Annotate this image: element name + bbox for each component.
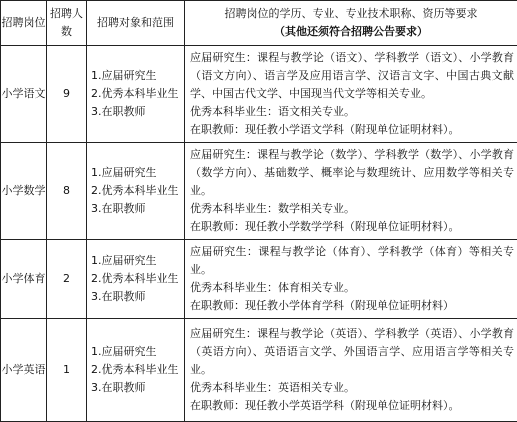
header-row	[1, 1, 517, 46]
target-item: 1.应届研究生	[91, 252, 180, 270]
requirement-line: 在职教师：现任教小学语文学科（附现单位证明材料）。	[190, 121, 514, 139]
count-cell: 8	[47, 143, 87, 240]
table-row	[1, 319, 517, 422]
target-item: 3.在职教师	[91, 288, 180, 306]
header-position: 招聘岗位	[1, 1, 47, 46]
target-cell	[87, 143, 185, 240]
table-row	[1, 143, 517, 240]
header-requirements-cell	[185, 1, 517, 46]
requirement-line: 优秀本科毕业生：体育相关专业。	[190, 279, 514, 297]
requirement-line: 在职教师：现任教小学数学学科（附现单位证明材料）。	[190, 218, 514, 236]
header-target: 招聘对象和范围	[87, 1, 185, 46]
target-item: 3.在职教师	[91, 379, 180, 397]
header-requirements: 招聘岗位的学历、专业、专业技术职称、资历等要求	[185, 5, 517, 23]
requirement-line: 应届研究生：课程与教学论（数学）、学科教学（数学）、小学教育（数学方向）、基础数学、概率论与数理统计、应用数学等相关专业。	[190, 146, 514, 200]
requirements-cell	[185, 46, 517, 143]
requirement-line: 在职教师：现任教小学体育学科（附现单位证明材料）	[190, 297, 514, 315]
position-cell: 小学数学	[1, 143, 47, 240]
target-item: 2.优秀本科毕业生	[91, 361, 180, 379]
requirement-line: 优秀本科毕业生：英语相关专业。	[190, 379, 514, 397]
target-item: 3.在职教师	[91, 200, 180, 218]
requirement-line: 应届研究生：课程与教学论（体育）、学科教学（体育）等相关专业。	[190, 243, 514, 279]
target-item: 2.优秀本科毕业生	[91, 182, 180, 200]
count-cell: 9	[47, 46, 87, 143]
position-cell: 小学语文	[1, 46, 47, 143]
target-item: 3.在职教师	[91, 103, 180, 121]
count-cell: 1	[47, 319, 87, 422]
requirement-line: 优秀本科毕业生：语文相关专业。	[190, 103, 514, 121]
table-row	[1, 46, 517, 143]
target-cell	[87, 319, 185, 422]
requirement-line: 应届研究生：课程与教学论（英语）、学科教学（英语）、小学教育（英语方向）、英语语言文学、外国语言学、应用语言学等相关专业。	[190, 325, 514, 379]
target-item: 1.应届研究生	[91, 343, 180, 361]
header-count: 招聘人数	[47, 1, 87, 46]
position-cell: 小学体育	[1, 240, 47, 319]
requirements-cell	[185, 143, 517, 240]
requirement-line: 应届研究生：课程与教学论（语文）、学科教学（语文）、小学教育（语文方向）、语言学及应用语言学、汉语言文字、中国古典文献学、中国古代文学、中国现当代文学等相关专业。	[190, 49, 514, 103]
requirements-cell	[185, 240, 517, 319]
requirement-line: 优秀本科毕业生：数学相关专业。	[190, 200, 514, 218]
target-item: 2.优秀本科毕业生	[91, 85, 180, 103]
target-cell	[87, 46, 185, 143]
target-cell	[87, 240, 185, 319]
requirements-cell	[185, 319, 517, 422]
target-item: 1.应届研究生	[91, 164, 180, 182]
requirement-line: 在职教师：现任教小学英语学科（附现单位证明材料）。	[190, 397, 514, 415]
count-cell: 2	[47, 240, 87, 319]
header-note: （其他还须符合招聘公告要求）	[185, 23, 517, 41]
table-row	[1, 240, 517, 319]
target-item: 2.优秀本科毕业生	[91, 270, 180, 288]
position-cell: 小学英语	[1, 319, 47, 422]
target-item: 1.应届研究生	[91, 67, 180, 85]
